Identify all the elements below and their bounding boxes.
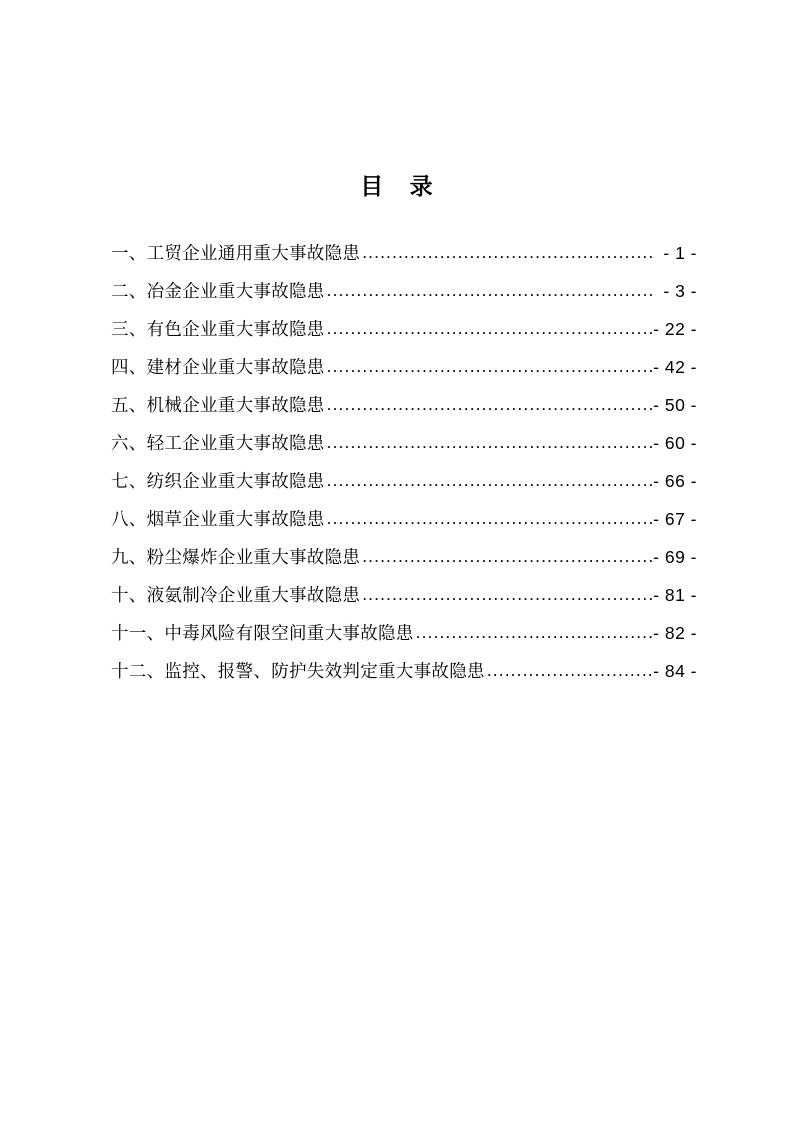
toc-entry[interactable] [111,582,697,620]
toc-leader-dots [416,624,652,642]
toc-entry[interactable] [111,544,697,582]
toc-leader-dots [327,282,652,300]
toc-leader-dots [487,662,652,680]
toc-entry-label: 八、烟草企业重大事故隐患 [111,509,325,529]
toc-leader-dots [362,244,652,262]
toc-entry-page: - 22 - [653,319,697,339]
toc-entry[interactable] [111,468,697,506]
toc-entry[interactable] [111,316,697,354]
toc-entry[interactable] [111,278,697,316]
toc-entry[interactable] [111,354,697,392]
page-title: 目 录 [360,173,443,199]
toc-entry-page: - 60 - [653,433,697,453]
toc-leader-dots [327,472,652,490]
toc-leader-dots [327,358,652,376]
toc-entry-label: 四、建材企业重大事故隐患 [111,357,325,377]
toc-entry-page: - 1 - [663,243,697,263]
toc-entry-page: - 82 - [653,623,697,643]
toc-entry[interactable] [111,240,697,278]
toc-entry-label: 一、工贸企业通用重大事故隐患 [111,243,361,263]
toc-entry-page: - 42 - [653,357,697,377]
toc-entry-label: 十二、监控、报警、防护失效判定重大事故隐患 [111,661,485,681]
toc-entry-label: 十、液氨制冷企业重大事故隐患 [111,585,361,605]
toc-entry-label: 九、粉尘爆炸企业重大事故隐患 [111,547,361,567]
toc-entry-label: 七、纺织企业重大事故隐患 [111,471,325,491]
toc-entry-page: - 67 - [653,509,697,529]
toc-leader-dots [327,434,652,452]
toc-entry[interactable] [111,430,697,468]
toc-entry[interactable] [111,392,697,430]
table-of-contents [111,240,697,696]
toc-leader-dots [327,396,652,414]
toc-entry-page: - 69 - [653,547,697,567]
toc-entry[interactable] [111,506,697,544]
toc-leader-dots [327,510,652,528]
toc-entry[interactable] [111,658,697,696]
toc-entry-page: - 66 - [653,471,697,491]
toc-entry-label: 二、冶金企业重大事故隐患 [111,281,325,301]
toc-leader-dots [327,320,652,338]
toc-entry-label: 十一、中毒风险有限空间重大事故隐患 [111,623,414,643]
toc-entry-label: 六、轻工企业重大事故隐患 [111,433,325,453]
toc-entry-label: 五、机械企业重大事故隐患 [111,395,325,415]
toc-leader-dots [362,586,652,604]
toc-entry-page: - 50 - [653,395,697,415]
toc-leader-dots [362,548,652,566]
toc-entry[interactable] [111,620,697,658]
toc-entry-label: 三、有色企业重大事故隐患 [111,319,325,339]
toc-entry-page: - 81 - [653,585,697,605]
toc-entry-page: - 3 - [663,281,697,301]
toc-entry-page: - 84 - [653,661,697,681]
